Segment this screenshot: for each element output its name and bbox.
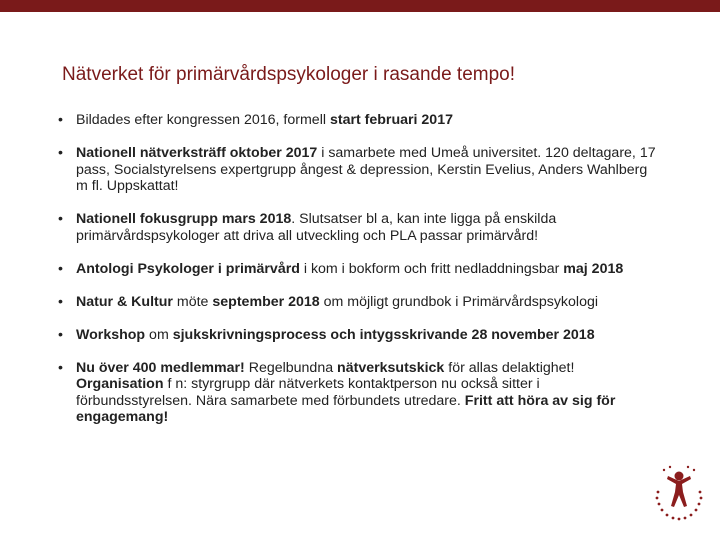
bullet-item [58,261,658,278]
bullet-text: Bildades efter kongressen 2016, formell [76,112,330,128]
bullet-bold-text: Nationell nätverksträff oktober 2017 [76,145,318,161]
bullet-text: i samarbete med Umeå universitet. 120 deltagare, 17 pass, Socialstyrelsens expertgrupp ångest & depression, Kerstin Evelius, Anders Wahlberg m fl. Uppskattat! [76,145,656,194]
bullet-text: om möjligt grundbok i Primärvårdspsykologi [319,293,598,310]
bullet-text: . Slutsatser bl a, kan inte ligga på enskilda primärvårdspsykologer att driva all utveckling och PLA passar primärvård! [76,211,557,244]
bullet-bold-text: maj 2018 [563,260,624,277]
bullet-bold-text: start februari 2017 [329,112,453,128]
slide-title: Nätverket för primärvårdspsykologer i rasande tempo! [62,64,516,85]
bullet-item [58,360,658,426]
bullet-text: i kom i bokform och fritt nedladdningsbar [299,260,564,277]
bullet-bold-text: Antologi Psykologer i primärvård [76,260,300,277]
top-accent-bar [0,0,720,12]
bullet-item [58,112,658,129]
bullet-text: möte [172,293,213,310]
bullet-text: f n: styrgrupp där nätverkets kontaktperson nu också sitter i förbundsstyrelsen. Nära samarbete med förbundets utredare. [76,376,540,409]
bullet-text: för allas delaktighet! [444,359,575,376]
bullet-bold-text: Fritt att höra av sig för engagemang! [76,392,616,425]
bullet-bold-text: Workshop [76,326,146,343]
psykologforbund-logo-icon [646,462,712,528]
bullet-bold-text: september 2018 [212,293,320,310]
bullet-bold-text: Nu över 400 medlemmar! [76,359,245,376]
bullet-list [58,112,658,442]
bullet-bold-text: nätverksutskick [337,359,445,376]
bullet-item [58,327,658,344]
bullet-bold-text: Natur & Kultur [76,293,173,310]
bullet-text: Regelbundna [244,359,338,376]
bullet-bold-text: Nationell fokusgrupp mars 2018 [76,211,292,227]
bullet-bold-text: sjukskrivningsprocess och intygsskrivande 28 november 2018 [172,326,595,343]
bullet-text: om [145,326,173,343]
bullet-item [58,145,658,195]
bullet-bold-text: Organisation [76,376,164,392]
bullet-item [58,294,658,311]
bullet-item [58,211,658,244]
